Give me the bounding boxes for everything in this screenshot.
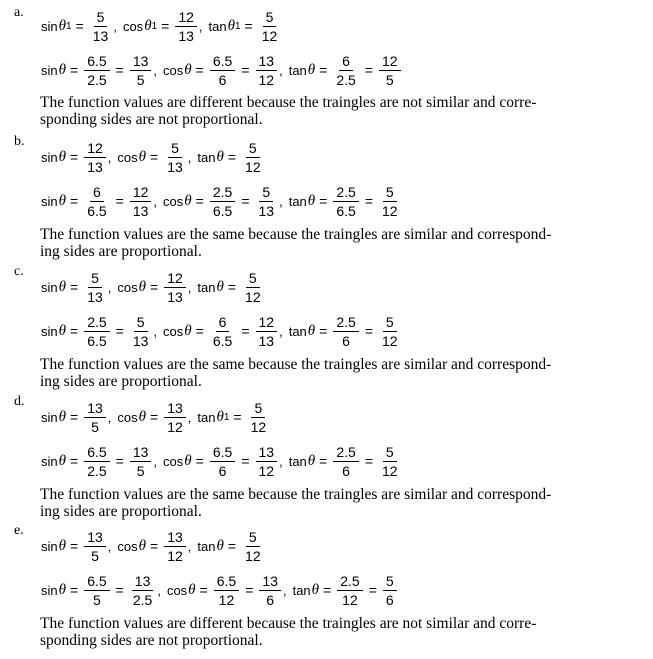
option-letter: c. xyxy=(14,264,24,279)
explanation-text: The function values are different because the traingles are not similar and corre- sponding sides are not proportional. xyxy=(40,615,537,649)
fraction: $\frac{5}{12}$ xyxy=(382,443,398,479)
fraction: $\frac{5}{13}$ xyxy=(92,8,109,44)
fraction: $\frac{6.5}{2.5}$ xyxy=(84,52,109,89)
fraction: $\frac{5}{12}$ xyxy=(382,183,398,219)
fraction: $\frac{5}{12}$ xyxy=(245,269,261,305)
fraction: $\frac{5}{12}$ xyxy=(382,313,398,349)
explanation-text: The function values are the same because the traingles are similar and correspond- ing sides are proportional. xyxy=(40,226,552,260)
fraction: $\frac{13}{5}$ xyxy=(130,52,152,89)
equation-line-2: sin θ = $\frac{6}{6.5}$ = $\frac{12}{13}$ , cos θ = $\frac{2.5}{6.5}$ = $\frac{5}{13}$ , tan θ = $\frac{2.5}{6.5}$ = $\frac{5}{12}$ xyxy=(40,181,403,221)
fraction: $\frac{5}{12}$ xyxy=(261,8,278,44)
explanation-text: The function values are the same because the traingles are similar and correspond- ing sides are proportional. xyxy=(40,486,552,520)
fraction: $\frac{2.5}{6.5}$ xyxy=(210,183,235,220)
fraction: $\frac{12}{13}$ xyxy=(130,183,152,220)
fraction: $\frac{13}{5}$ xyxy=(84,399,106,436)
equation-line-1: sin θ = $\frac{5}{13}$ , cos θ = $\frac{12}{13}$ , tan θ = $\frac{5}{12}$ xyxy=(40,267,266,307)
fraction: $\frac{2.5}{6.5}$ xyxy=(84,313,109,350)
fraction: $\frac{6}{2.5}$ xyxy=(336,52,356,88)
equation-line-1: sin θ = $\frac{13}{5}$ , cos θ = $\frac{13}{12}$ , tan θ 1 = $\frac{5}{12}$ xyxy=(40,397,271,437)
fraction: $\frac{5}{12}$ xyxy=(245,528,261,564)
option-letter: d. xyxy=(14,394,25,409)
fraction: $\frac{5}{13}$ xyxy=(167,139,183,175)
equation-line-2: sin θ = $\frac{6.5}{2.5}$ = $\frac{13}{5}$ , cos θ = $\frac{6.5}{6}$ = $\frac{13}{12}$ , tan θ = $\frac{6}{2.5}$ = $\frac{12}{5}$ xyxy=(40,50,403,90)
fraction: $\frac{13}{6}$ xyxy=(259,572,281,609)
fraction: $\frac{5}{13}$ xyxy=(258,183,275,219)
equation-line-2: sin θ = $\frac{2.5}{6.5}$ = $\frac{5}{13}$ , cos θ = $\frac{6}{6.5}$ = $\frac{12}{13}$ , tan θ = $\frac{2.5}{6}$ = $\frac{5}{12}$ xyxy=(40,311,403,351)
fraction: $\frac{13}{12}$ xyxy=(256,443,278,480)
fraction: $\frac{12}{13}$ xyxy=(256,313,278,350)
option-letter: e. xyxy=(14,523,24,538)
fraction: $\frac{2.5}{6}$ xyxy=(333,313,358,350)
fraction: $\frac{5}{6}$ xyxy=(383,572,397,609)
fraction: $\frac{5}{12}$ xyxy=(245,139,261,175)
fraction: $\frac{2.5}{6}$ xyxy=(333,443,358,480)
fraction: $\frac{13}{12}$ xyxy=(164,399,186,436)
fraction: $\frac{2.5}{6.5}$ xyxy=(333,183,358,220)
equation-line-2: sin θ = $\frac{6.5}{5}$ = $\frac{13}{2.5}$ , cos θ = $\frac{6.5}{12}$ = $\frac{13}{6}$ , tan θ = $\frac{2.5}{12}$ = $\frac{5}{6}$ xyxy=(40,570,399,610)
fraction: $\frac{6.5}{2.5}$ xyxy=(84,443,109,480)
fraction: $\frac{13}{2.5}$ xyxy=(132,572,153,608)
fraction: $\frac{6}{6.5}$ xyxy=(87,183,107,219)
equation-line-1: sin θ 1 = $\frac{5}{13}$ , cos θ 1 = $\frac{12}{13}$ , tan θ 1 = $\frac{5}{12}$ xyxy=(40,6,282,46)
fraction: $\frac{6.5}{6}$ xyxy=(210,52,235,89)
equation-line-2: sin θ = $\frac{6.5}{2.5}$ = $\frac{13}{5}$ , cos θ = $\frac{6.5}{6}$ = $\frac{13}{12}$ , tan θ = $\frac{2.5}{6}$ = $\frac{5}{12}$ xyxy=(40,441,403,481)
explanation-text: The function values are different because the traingles are not similar and corre- sponding sides are not proportional. xyxy=(40,94,537,128)
fraction: $\frac{13}{12}$ xyxy=(256,52,278,89)
equation-line-1: sin θ = $\frac{13}{5}$ , cos θ = $\frac{13}{12}$ , tan θ = $\frac{5}{12}$ xyxy=(40,526,266,566)
fraction: $\frac{2.5}{12}$ xyxy=(337,572,362,609)
fraction: $\frac{6.5}{12}$ xyxy=(214,572,239,609)
fraction: $\frac{6.5}{5}$ xyxy=(84,572,109,609)
equation-line-1: sin θ = $\frac{12}{13}$ , cos θ = $\frac{5}{13}$ , tan θ = $\frac{5}{12}$ xyxy=(40,137,266,177)
fraction: $\frac{6}{6.5}$ xyxy=(212,313,233,349)
fraction: $\frac{12}{13}$ xyxy=(175,8,197,45)
fraction: $\frac{13}{12}$ xyxy=(164,528,186,565)
fraction: $\frac{13}{5}$ xyxy=(130,443,152,480)
explanation-text: The function values are the same because the traingles are similar and correspond- ing sides are proportional. xyxy=(40,356,552,390)
fraction: $\frac{12}{13}$ xyxy=(84,139,106,176)
fraction: $\frac{6.5}{6}$ xyxy=(210,443,235,480)
fraction: $\frac{5}{13}$ xyxy=(132,313,149,349)
fraction: $\frac{13}{5}$ xyxy=(84,528,106,565)
fraction: $\frac{12}{13}$ xyxy=(164,269,186,306)
option-letter: a. xyxy=(14,5,24,20)
fraction: $\frac{5}{12}$ xyxy=(250,399,267,435)
fraction: $\frac{5}{13}$ xyxy=(87,269,103,305)
option-letter: b. xyxy=(14,134,25,149)
fraction: $\frac{12}{5}$ xyxy=(379,52,401,89)
